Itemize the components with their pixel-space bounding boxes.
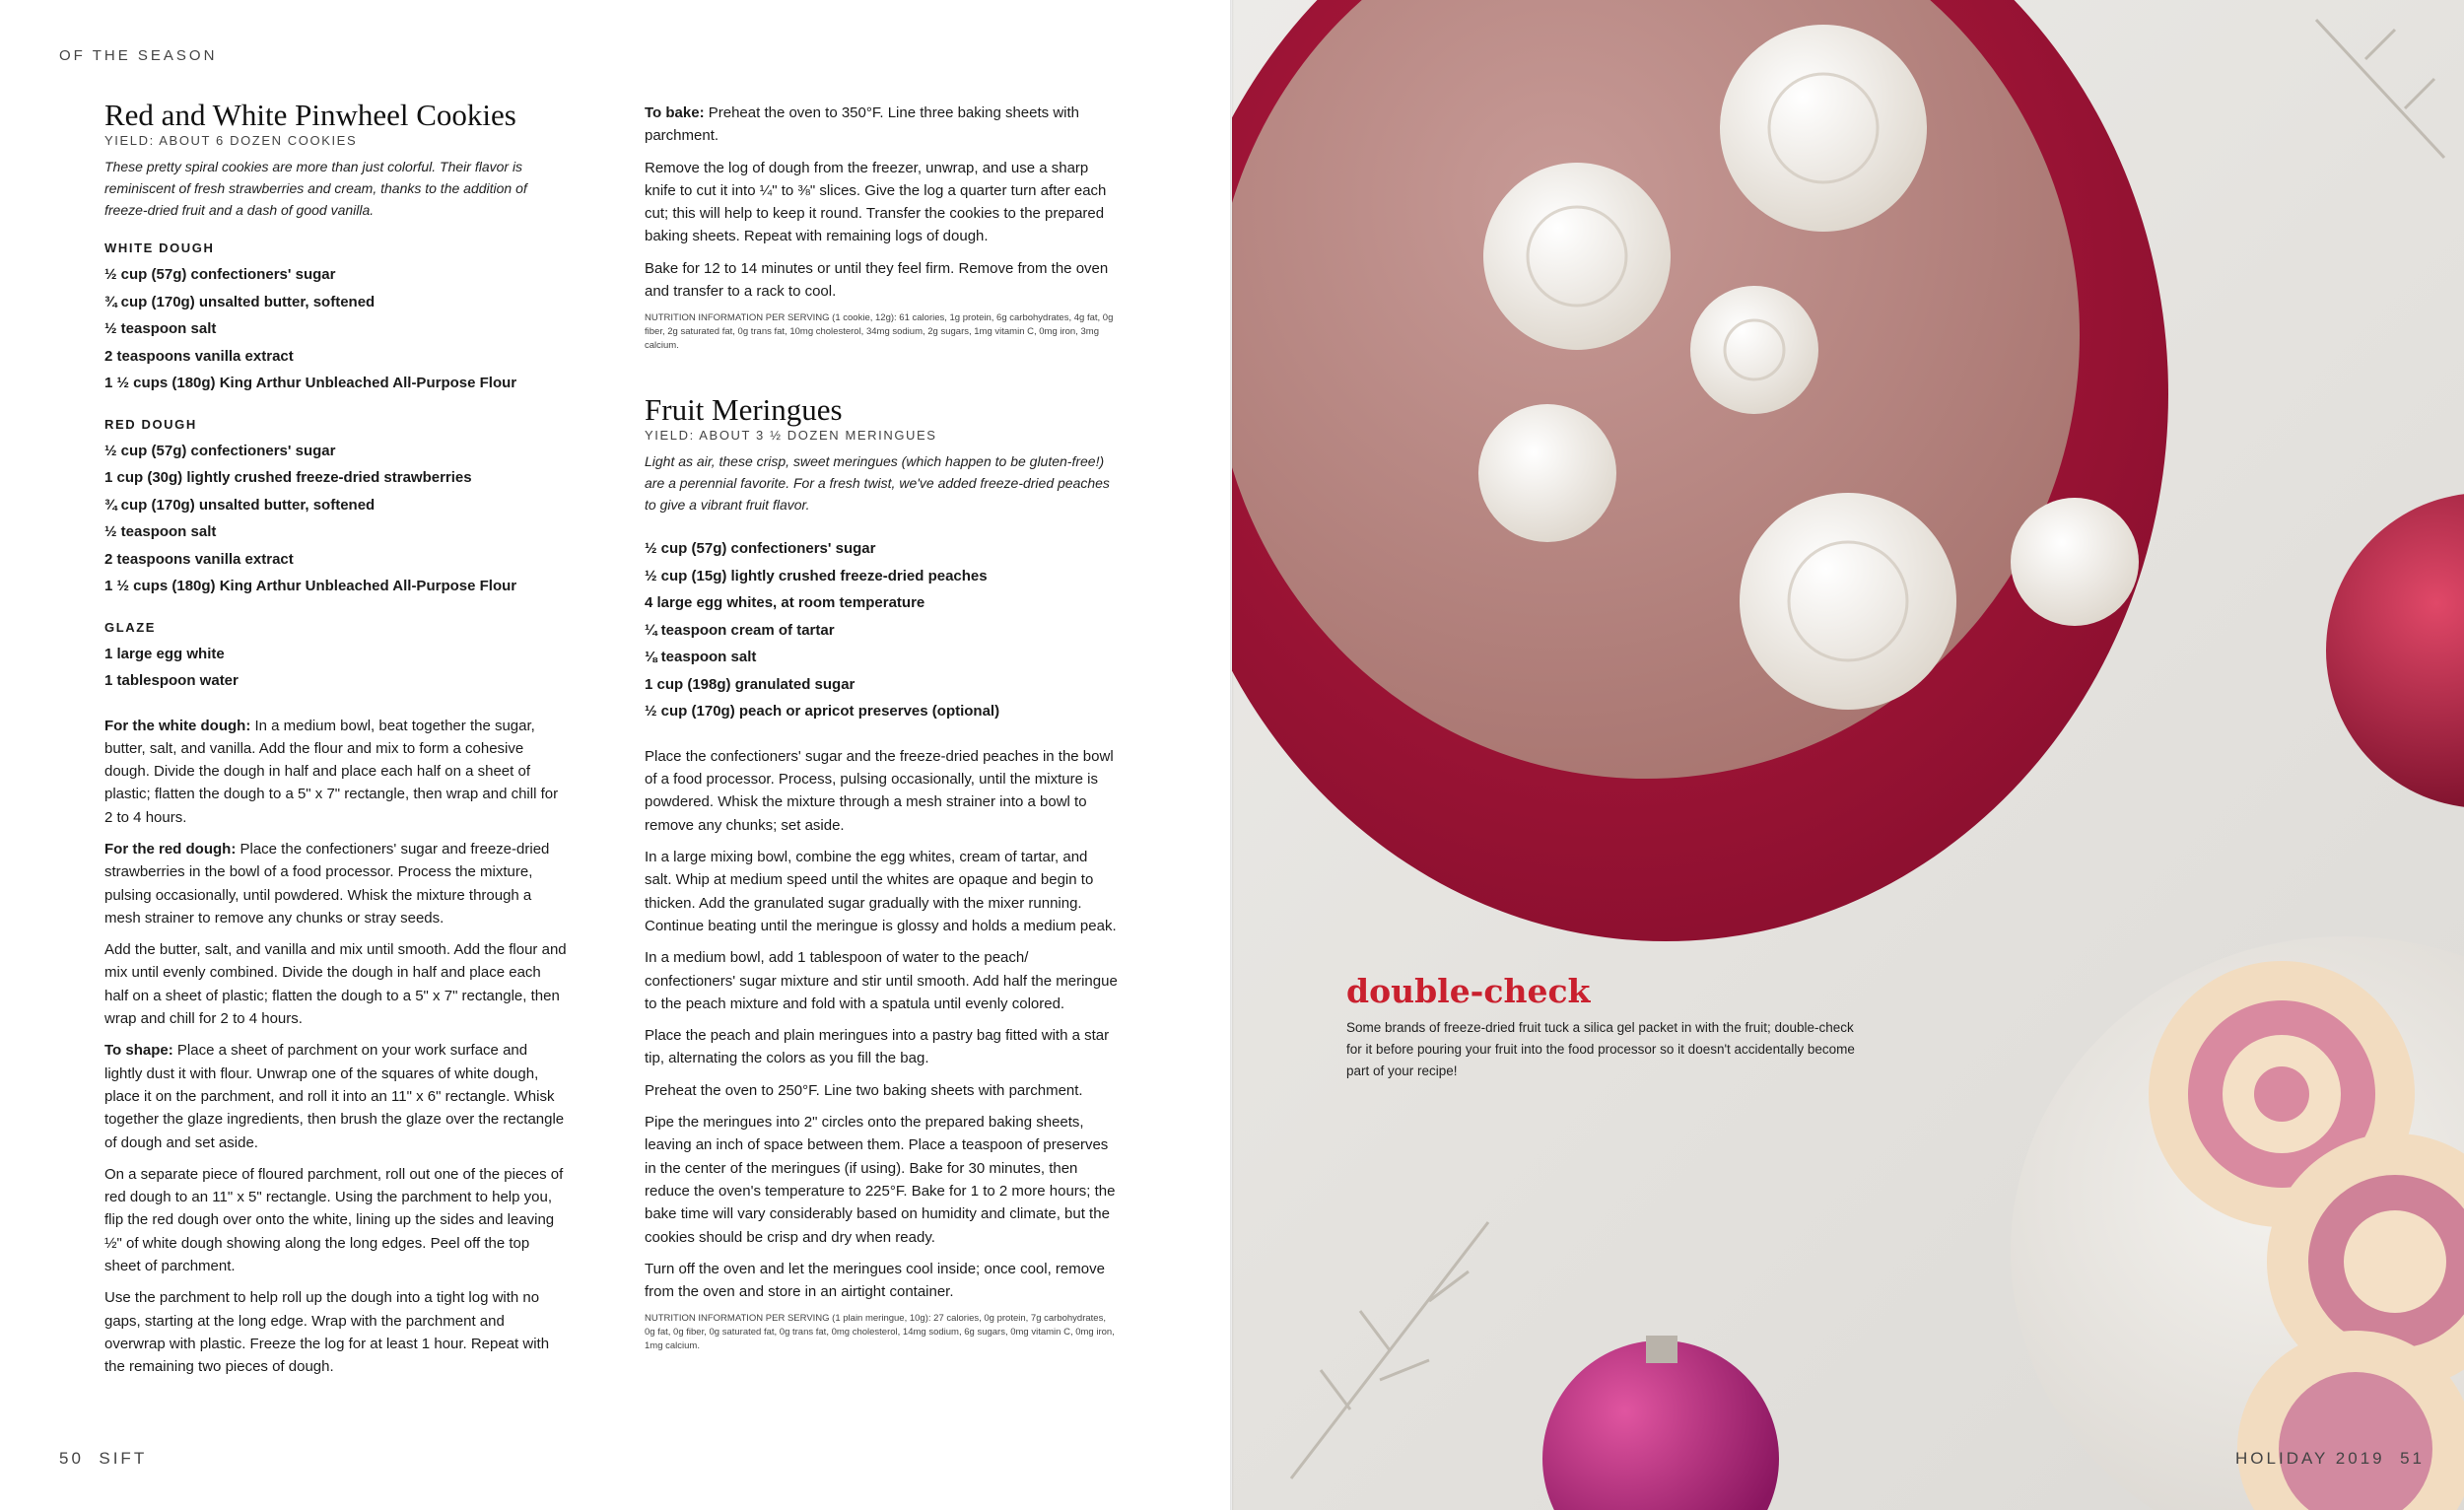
meringues-title: Fruit Meringues <box>645 392 843 428</box>
instruction-step: In a large mixing bowl, combine the egg whites, cream of tartar, and salt. Whip at medium speed until the whites are opaque and begin to thicken. Add the granulated sugar gradually with the mixer running. Continue beating until the meringue is glossy and holds a medium peak. <box>645 849 1117 934</box>
pinwheel-title: Red and White Pinwheel Cookies <box>104 98 516 132</box>
step-text: In a medium bowl, beat together the sugar, butter, salt, and vanilla. Add the flour and mix to form a cohesive dough. Divide the dough in half and place each half on a sheet of plastic; flatten the dough to a 5" x 7" rectangle, then wrap and chill for 2 to 4 hours. <box>104 717 559 826</box>
ingredient-list <box>104 438 568 600</box>
page-gutter <box>1230 0 1234 1510</box>
pinwheel-recipe-column <box>104 94 568 1388</box>
sidebar-body: Some brands of freeze-dried fruit tuck a silica gel packet in with the fruit; double-check for it before pouring your fruit into the food processor so it doesn't accidentally become part of your recipe! <box>1346 1020 1855 1078</box>
meringues-intro: Light as air, these crisp, sweet meringues (which happen to be gluten-free!) are a perennial favorite. For a fresh twist, we've added freeze-dried peaches to give a vibrant fruit flavor. <box>645 453 1110 514</box>
instruction-step <box>104 1039 568 1153</box>
ingredient-item: ½ cup (57g) confectioners' sugar <box>645 540 876 558</box>
ingredient-item: ¾ cup (170g) unsalted butter, softened <box>104 496 376 514</box>
instruction-step: Turn off the oven and let the meringues cool inside; once cool, remove from the oven and store in an airtight container. <box>645 1260 1105 1301</box>
instruction-step: Pipe the meringues into 2" circles onto the prepared baking sheets, leaving an inch of space between them. Place a teaspoon of preserves in the center of the meringues (if using). Bake for 30 minutes, then reduce the oven's temperature to 225°F. Bake for 1 to 2 more hours; the bake time will vary considerably based on humidity and climate, but the cookies should be crisp and dry when ready. <box>645 1114 1116 1246</box>
step-text: Remove the log of dough from the freezer, unwrap, and use a sharp knife to cut it into ¼" to ⅜" slices. Give the log a quarter turn after each cut; this will help to keep it round. Transfer the cookies to the prepared baking sheets. Repeat with remaining logs of dough. <box>645 159 1107 245</box>
instruction-step <box>104 1163 568 1277</box>
step-text: On a separate piece of floured parchment, roll out one of the pieces of red dough to an 11" x 5" rectangle. Using the parchment to help you, flip the red dough over onto the white, lining up the sides and leaving ½" of white dough showing along the long edges. Peel off the top sheet of parchment. <box>104 1165 564 1275</box>
ingredient-item: ½ cup (15g) lightly crushed freeze-dried peaches <box>645 567 988 584</box>
meringues-nutrition: NUTRITION INFORMATION PER SERVING (1 plain meringue, 10g): 27 calories, 0g protein, 7g carbohydrates, 0g fat, 0g fiber, 0g saturated fat, 0g trans fat, 0mg cholesterol, 14mg sodium, 6g sugars, 0mg vitamin C, 0mg iron, 1mg calcium. <box>645 1313 1115 1352</box>
instruction-step <box>645 257 1118 304</box>
ingredient-group-red-dough <box>104 417 568 600</box>
instruction-step: In a medium bowl, add 1 tablespoon of water to the peach/ confectioners' sugar mixture and stir until smooth. Add half the meringue to the peach mixture and fold with a spatula until evenly colored. <box>645 949 1118 1012</box>
ingredient-group-heading: RED DOUGH <box>104 416 197 432</box>
ingredient-list <box>645 535 1118 725</box>
meringues-recipe <box>645 392 1118 1353</box>
ingredient-item: 2 teaspoons vanilla extract <box>104 550 294 568</box>
ingredient-item: ¼ teaspoon cream of tartar <box>645 621 835 639</box>
ingredient-item: 1 cup (30g) lightly crushed freeze-dried strawberries <box>104 469 472 486</box>
instruction-step: Preheat the oven to 250°F. Line two baking sheets with parchment. <box>645 1081 1083 1099</box>
instruction-step <box>645 102 1118 148</box>
ingredient-item: ½ cup (57g) confectioners' sugar <box>104 442 336 459</box>
step-lead: To bake: <box>645 104 705 121</box>
step-lead: For the white dough: <box>104 717 251 734</box>
ingredient-item: 1 tablespoon water <box>104 672 239 689</box>
right-page-photo <box>1232 0 2464 1510</box>
magazine-name: SIFT <box>99 1449 148 1468</box>
step-text: Bake for 12 to 14 minutes or until they feel firm. Remove from the oven and transfer to a rack to cool. <box>645 259 1109 301</box>
ingredient-item: ½ cup (170g) peach or apricot preserves (optional) <box>645 703 1000 721</box>
ingredient-item: 1 cup (198g) granulated sugar <box>645 675 856 693</box>
instruction-step <box>104 838 568 929</box>
food-photo <box>1232 0 2464 1510</box>
step-text: Place the confectioners' sugar and freeze-dried strawberries in the bowl of a food processor. Process the mixture, pulsing occasionally, until powdered. Whisk the mixture through a mesh strainer to remove any chunks or stray seeds. <box>104 840 550 927</box>
ingredient-list <box>104 641 568 695</box>
issue-name: HOLIDAY 2019 <box>2235 1449 2385 1468</box>
ingredient-item: ½ teaspoon salt <box>104 523 217 540</box>
pinwheel-intro: These pretty spiral cookies are more than just colorful. Their flavor is reminiscent of fresh strawberries and cream, thanks to the addition of freeze-dried fruit and a dash of good vanilla. <box>104 159 527 218</box>
meringues-yield: YIELD: ABOUT 3 ½ DOZEN MERINGUES <box>645 428 937 444</box>
instruction-step <box>104 938 568 1030</box>
ingredient-group-heading: WHITE DOUGH <box>104 240 215 255</box>
instruction-step: Place the peach and plain meringues into a pastry bag fitted with a star tip, alternating the colors as you fill the bag. <box>645 1027 1110 1067</box>
pinwheel-yield: YIELD: ABOUT 6 DOZEN COOKIES <box>104 133 358 148</box>
ingredient-item: 4 large egg whites, at room temperature <box>645 594 925 612</box>
page-number: 50 <box>59 1449 84 1468</box>
meringues-instructions <box>645 745 1118 1304</box>
sidebar-title: double-check <box>1346 972 1591 1010</box>
step-text: Use the parchment to help roll up the dough into a tight log with no gaps, starting at the long edge. Wrap with the parchment and overwrap with plastic. Freeze the log for at least 1 hour. Repeat with the remaining two pieces of dough. <box>104 1289 550 1376</box>
instruction-step <box>104 715 568 829</box>
ingredient-item: ⅛ teaspoon salt <box>645 649 757 666</box>
ingredient-item: 1 ½ cups (180g) King Arthur Unbleached All-Purpose Flour <box>104 375 517 391</box>
instruction-step <box>645 157 1118 248</box>
ingredient-item: ¾ cup (170g) unsalted butter, softened <box>104 293 376 310</box>
recipe-column-two <box>645 94 1118 1353</box>
ingredient-group-white-dough <box>104 240 568 397</box>
step-text: Preheat the oven to 350°F. Line three baking sheets with parchment. <box>645 104 1079 145</box>
magenta-ornament <box>1542 1340 1779 1510</box>
folio-right <box>2235 1449 2425 1469</box>
pinwheel-bake-instructions <box>645 102 1118 353</box>
page-number: 51 <box>2400 1449 2425 1468</box>
step-text: Place a sheet of parchment on your work surface and lightly dust it with flour. Unwrap one of the squares of white dough, place it on the parchment, and roll it into an 11" x 6" rectangle. Whisk together the glaze ingredients, then brush the glaze over the rectangle of dough and set aside. <box>104 1042 565 1151</box>
step-text: Add the butter, salt, and vanilla and mix until smooth. Add the flour and mix until evenly combined. Divide the dough in half and place each half on a sheet of plastic; flatten the dough to a 5" x 7" rectangle, then wrap and chill for 2 to 4 hours. <box>104 941 567 1028</box>
ingredient-item: ½ cup (57g) confectioners' sugar <box>104 266 336 283</box>
step-lead: To shape: <box>104 1042 173 1060</box>
folio-left <box>59 1449 147 1469</box>
pinwheel-instructions <box>104 715 568 1379</box>
instruction-step: Place the confectioners' sugar and the freeze-dried peaches in the bowl of a food processor. Process, pulsing occasionally, until the mixture is powdered. Whisk the mixture through a mesh strainer into a bowl to remove any chunks; set aside. <box>645 747 1114 834</box>
ingredient-group-heading: GLAZE <box>104 619 157 635</box>
red-ornament <box>2326 493 2464 808</box>
ingredient-item: ½ teaspoon salt <box>104 320 217 337</box>
ingredient-item: 2 teaspoons vanilla extract <box>104 347 294 365</box>
section-label: OF THE SEASON <box>59 47 218 64</box>
ingredient-item: 1 ½ cups (180g) King Arthur Unbleached All-Purpose Flour <box>104 578 517 594</box>
ingredient-item: 1 large egg white <box>104 645 225 662</box>
step-lead: For the red dough: <box>104 840 237 858</box>
instruction-step <box>104 1286 568 1378</box>
ingredient-list <box>104 261 568 397</box>
pinwheel-nutrition: NUTRITION INFORMATION PER SERVING (1 cookie, 12g): 61 calories, 1g protein, 6g carbohydrates, 4g fat, 0g fiber, 2g saturated fat, 0g trans fat, 10mg cholesterol, 34mg sodium, 2g sugars, 1mg vitamin C, 0mg iron, 3mg calcium. <box>645 312 1114 352</box>
ingredient-group-glaze <box>104 620 568 695</box>
